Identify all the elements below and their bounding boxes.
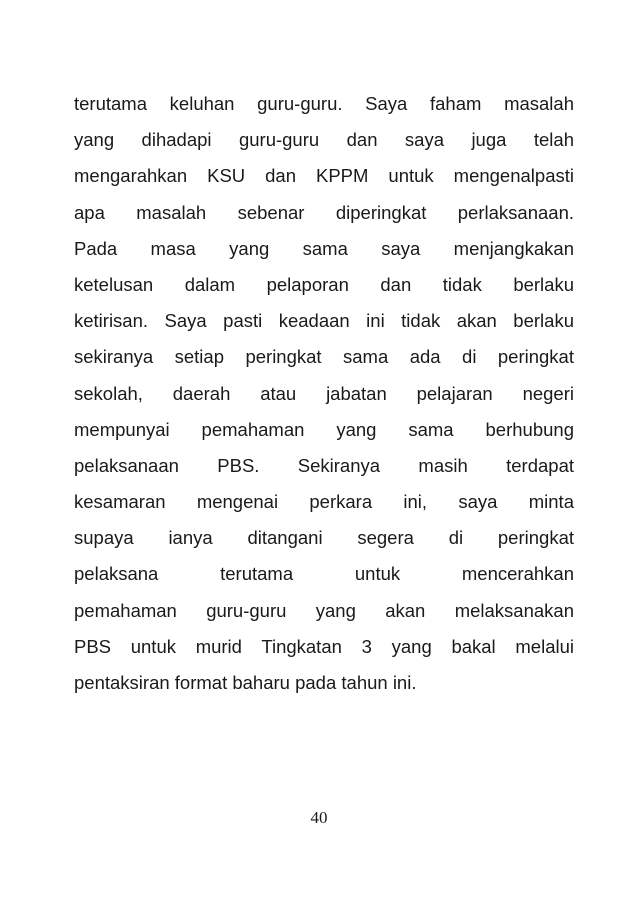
paragraph-line-11: pelaksanaan PBS. Sekiranya masih terdapat	[74, 454, 574, 476]
paragraph-line-1: terutama keluhan guru-guru. Saya faham masalah	[74, 93, 574, 114]
paragraph-line-8: sekiranya setiap peringkat sama ada di peringkat	[74, 346, 574, 368]
paragraph-line-6: ketelusan dalam pelaporan dan tidak berlaku	[74, 273, 574, 295]
paragraph-line-12: kesamaran mengenai perkara ini, saya minta	[74, 491, 574, 513]
paragraph-line-9: sekolah, daerah atau jabatan pelajaran negeri	[74, 382, 574, 404]
paragraph-line-17: pentaksiran format baharu pada tahun ini.	[74, 672, 417, 693]
paragraph-line-5: Pada masa yang sama saya menjangkakan	[74, 237, 574, 259]
paragraph-line-7: ketirisan. Saya pasti keadaan ini tidak akan berlaku	[74, 310, 574, 332]
paragraph-line-13: supaya ianya ditangani segera di peringkat	[74, 527, 574, 549]
paragraph-line-14: pelaksana terutama untuk mencerahkan	[74, 563, 574, 585]
paragraph-line-2: yang dihadapi guru-guru dan saya juga telah	[74, 129, 574, 151]
paragraph-line-16: PBS untuk murid Tingkatan 3 yang bakal melalui	[74, 635, 574, 657]
paragraph-line-15: pemahaman guru-guru yang akan melaksanakan	[74, 599, 574, 621]
page-number: 40	[310, 808, 328, 827]
paragraph-line-10: mempunyai pemahaman yang sama berhubung	[74, 418, 574, 440]
body-paragraph	[74, 86, 574, 701]
paragraph-line-4: apa masalah sebenar diperingkat perlaksanaan.	[74, 201, 574, 223]
paragraph-line-3: mengarahkan KSU dan KPPM untuk mengenalpasti	[74, 165, 574, 187]
